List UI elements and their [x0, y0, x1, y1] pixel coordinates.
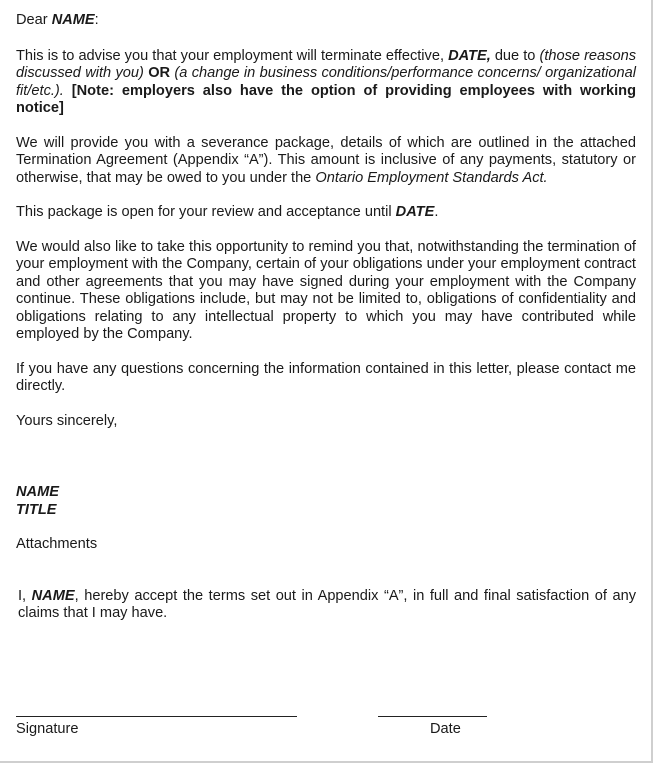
signature-line — [16, 716, 297, 717]
signer-title-placeholder: TITLE — [16, 501, 57, 518]
signature-label: Signature — [16, 721, 79, 737]
greeting: Dear NAME: — [16, 12, 99, 28]
act-reference: Ontario Employment Standards Act. — [315, 169, 548, 186]
termination-date-placeholder: DATE, — [448, 47, 491, 64]
employer-note: [Note: employers also have the option of providing employees with working notice] — [16, 82, 636, 116]
review-date-placeholder: DATE — [395, 204, 435, 220]
severance-paragraph: We will provide you with a severance package, details of which are outlined in the attached Termination Agreement (Appendix “A”). This amount is inclusive of any payments, statutory or otherwise, that may be owed to you under the Ontario Employment Standards Act. — [16, 134, 636, 186]
acceptance-statement: I, NAME, hereby accept the terms set out in Appendix “A”, in full and final satisfaction of any claims that I may have. — [18, 587, 636, 621]
letter-body — [16, 12, 636, 623]
termination-paragraph: This is to advise you that your employment will terminate effective, DATE, due to (those reasons discussed with you) OR (a change in business conditions/performance concerns/ organizational fit/etc.). [Note: employers also have the option of providing employees with working notice] — [16, 47, 636, 116]
contact-paragraph: If you have any questions concerning the information contained in this letter, please contact me directly. — [16, 360, 636, 394]
signer-block — [16, 484, 636, 519]
attachments-label: Attachments — [16, 536, 98, 552]
signer-name-placeholder: NAME — [16, 484, 59, 500]
acceptance-name-placeholder: NAME — [31, 587, 75, 604]
signature-section — [16, 716, 496, 756]
greeting-name-placeholder: NAME — [51, 12, 95, 28]
date-line — [378, 716, 487, 717]
review-paragraph: This package is open for your review and acceptance until DATE. — [16, 204, 439, 220]
obligations-paragraph: We would also like to take this opportunity to remind you that, notwithstanding the termination of your employment with the Company, certain of your obligations under your employment contract and other agreements that you may have signed during your employment with the Company continue. These obligations include, but may not be limited to, obligations of confidentiality and obligations relating to any intellectual property to which you may have contributed while employed by the Company. — [16, 238, 636, 342]
date-label: Date — [430, 721, 461, 737]
closing: Yours sincerely, — [16, 412, 118, 429]
